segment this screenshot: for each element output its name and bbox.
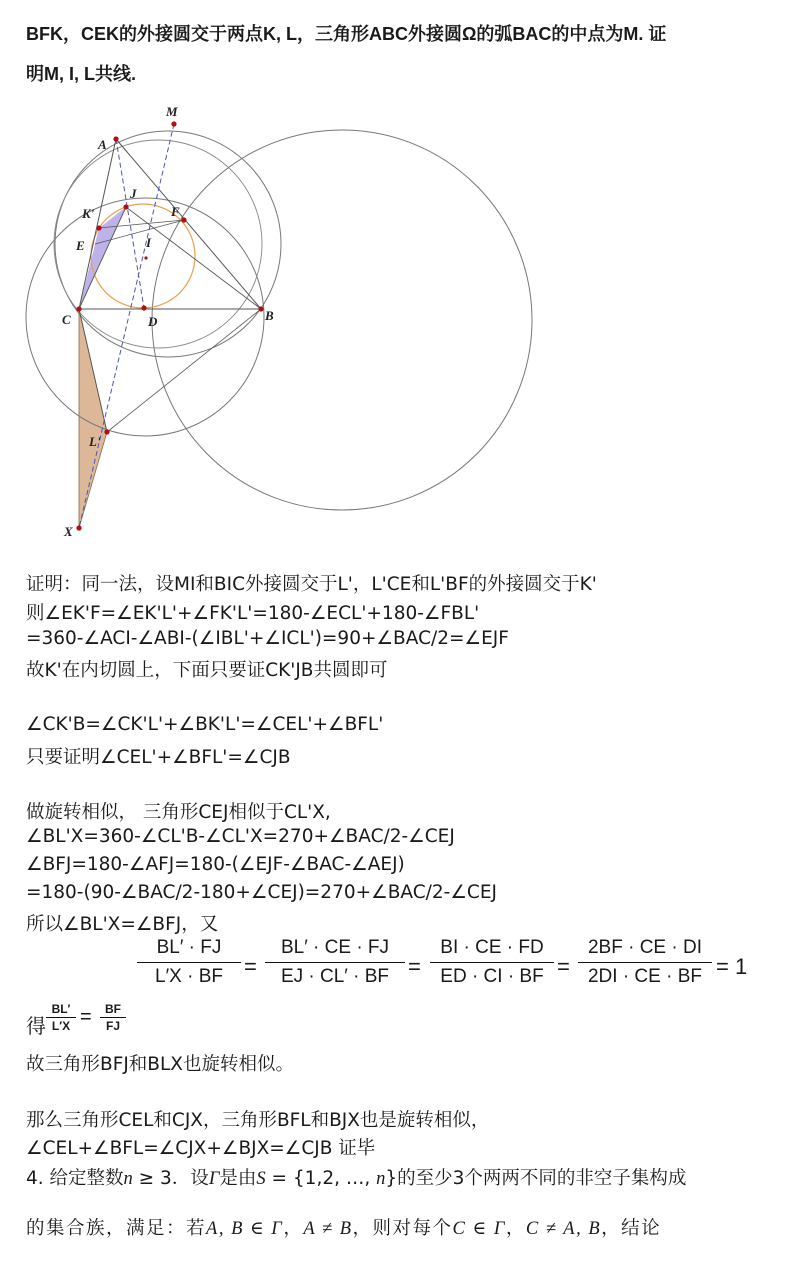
equals-2: =: [408, 954, 421, 979]
proof-line-6: 只要证明∠CEL'+∠BFL'=∠CJB: [26, 747, 291, 768]
proof-line-9: ∠BFJ=180-∠AFJ=180-(∠EJF-∠BAC-∠AEJ): [26, 854, 405, 875]
label-j: J: [130, 186, 137, 201]
proof-line-4: 故K'在内切圆上，下面只要证CK'JB共圆即可: [26, 660, 388, 681]
label-k: K': [82, 206, 95, 221]
point-i: [144, 256, 147, 259]
point-k: [96, 225, 101, 230]
proof-line-2: 则∠EK'F=∠EK'L'+∠FK'L'=180-∠ECL'+180-∠FBL': [26, 603, 480, 624]
result-rhs-fraction: BF FJ: [100, 1002, 126, 1033]
conclusion-line-2: 那么三角形CEL和CJX，三角形BFL和BJX也是旋转相似，: [26, 1110, 490, 1131]
result-lhs-fraction: BL′ L′X: [46, 1002, 76, 1033]
label-d: D: [148, 314, 158, 329]
point-f: [181, 217, 186, 222]
label-m: M: [166, 104, 178, 119]
point-b: [258, 306, 263, 311]
equals-3: =: [557, 954, 570, 979]
conclusion-line-1: 故三角形BFJ和BLX也旋转相似。: [26, 1054, 294, 1075]
label-c: C: [62, 312, 71, 327]
label-e: E: [76, 238, 85, 253]
fraction-3: BI · CE · FD ED · CI · BF: [430, 937, 554, 988]
result-prefix: 得: [26, 1014, 46, 1038]
point-d: [141, 305, 146, 310]
geometry-figure: [0, 88, 560, 548]
conclusion-line-3: ∠CEL+∠BFL=∠CJX+∠BJX=∠CJB 证毕: [26, 1138, 376, 1159]
fraction-4: 2BF · CE · DI 2DI · CE · BF: [578, 937, 712, 988]
proof-line-3: =360-∠ACI-∠ABI-(∠IBL'+∠ICL')=90+∠BAC/2=∠EJF: [26, 628, 509, 649]
line-lb: [107, 309, 261, 432]
label-l: L': [89, 434, 101, 449]
label-f: F: [171, 204, 180, 219]
equation-result: = 1: [716, 954, 748, 979]
point-c: [76, 306, 81, 311]
header-line-1: BFK，CEK的外接圆交于两点K, L，三角形ABC外接圆Ω的弧BAC的中点为M. 证: [26, 24, 667, 44]
proof-line-10: =180-(90-∠BAC/2-180+∠CEJ)=270+∠BAC/2-∠CEJ: [26, 882, 497, 903]
big-circle-bcl: [152, 130, 532, 510]
line-cj: [79, 207, 126, 309]
fraction-2: BL′ · CE · FJ EJ · CL′ · BF: [265, 937, 405, 988]
proof-line-5: ∠CK'B=∠CK'L'+∠BK'L'=∠CEL'+∠BFL': [26, 714, 384, 735]
proof-line-11: 所以∠BL'X=∠BFJ，又: [26, 914, 219, 935]
point-m: [171, 121, 176, 126]
point-l: [104, 429, 109, 434]
problem4-line-2: 的集合族，满足：若A, B ∈ Γ，A ≠ B，则对每个C ∈ Γ，C ≠ A, B，结论: [26, 1218, 662, 1239]
line-ml: [79, 124, 174, 528]
proof-line-8: ∠BL'X=360-∠CL'B-∠CL'X=270+∠BAC/2-∠CEJ: [26, 826, 455, 847]
fraction-1: BL′ · FJ L′X · BF: [137, 937, 241, 988]
result-equals: =: [80, 1006, 92, 1028]
label-b: B: [265, 308, 274, 323]
header-line-2: 明M, I, L共线.: [26, 64, 136, 84]
point-j: [123, 204, 128, 209]
proof-line-1: 证明：同一法，设MI和BIC外接圆交于L'，L'CE和L'BF的外接圆交于K': [26, 574, 597, 595]
circle-bfl: [54, 140, 262, 348]
label-x: X: [64, 524, 73, 539]
proof-line-7: 做旋转相似， 三角形CEJ相似于CL'X,: [26, 802, 331, 823]
line-ad: [116, 139, 144, 308]
label-a: A: [98, 137, 107, 152]
equals-1: =: [244, 954, 257, 979]
label-i: I: [146, 235, 152, 250]
problem4-line-1: 4. 给定整数n ≥ 3．设Γ是由S = {1,2, …, n}的至少3个两两不同的非空子集构成: [26, 1168, 687, 1189]
point-a: [113, 136, 118, 141]
point-x: [76, 525, 81, 530]
